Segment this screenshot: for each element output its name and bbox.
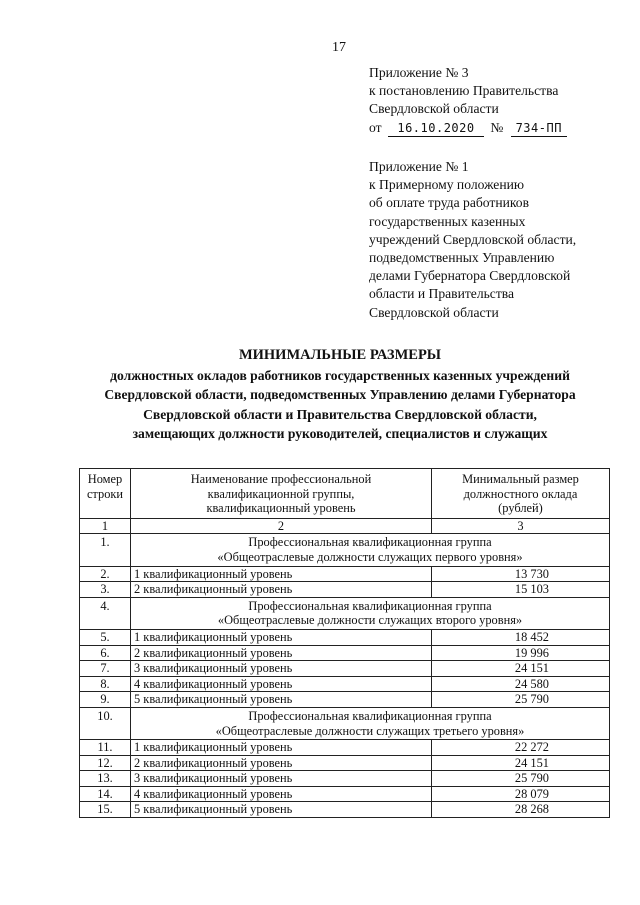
- level-name: 1 квалификационный уровень: [131, 629, 432, 645]
- level-name: 4 квалификационный уровень: [131, 786, 432, 802]
- group-row: [80, 597, 610, 629]
- row-number: 10.: [80, 707, 131, 739]
- group-name-line: Профессиональная квалификационная группа: [248, 708, 492, 723]
- row-number: 2.: [80, 566, 131, 582]
- salary-value: 25 790: [432, 771, 610, 787]
- number-prefix: №: [490, 119, 504, 135]
- column-number: 1: [80, 518, 131, 534]
- group-name-line: Профессиональная квалификационная группа: [248, 598, 492, 613]
- group-row: [80, 707, 610, 739]
- row-number: 11.: [80, 740, 131, 756]
- row-number: 7.: [80, 661, 131, 677]
- level-name: 2 квалификационный уровень: [131, 645, 432, 661]
- header-line: квалификационный уровень: [206, 501, 356, 516]
- salary-value: 22 272: [432, 740, 610, 756]
- salary-value: 28 268: [432, 802, 610, 818]
- table-row: [80, 645, 610, 661]
- table-row: [80, 676, 610, 692]
- table-row: [80, 786, 610, 802]
- appendix-1-line: государственных казенных: [369, 213, 526, 229]
- row-number: 14.: [80, 786, 131, 802]
- group-name: [131, 597, 610, 629]
- appendix-1-line: Приложение № 1: [369, 159, 469, 174]
- salary-value: 24 580: [432, 676, 610, 692]
- salary-table: [79, 468, 610, 818]
- group-name-line: «Общеотраслевые должности служащих первого уровня»: [217, 549, 523, 564]
- date-prefix: от: [369, 119, 382, 135]
- level-name: 1 квалификационный уровень: [131, 566, 432, 582]
- table-row: [80, 582, 610, 598]
- appendix-1-line: об оплате труда работников: [369, 195, 530, 211]
- appendix-3-line: Свердловской области: [369, 101, 499, 117]
- row-number: 3.: [80, 582, 131, 598]
- title-sub-line: должностных окладов работников государственных казенных учреждений: [110, 368, 570, 384]
- appendix-3-block: [369, 64, 629, 137]
- row-number: 4.: [80, 597, 131, 629]
- row-number: 13.: [80, 771, 131, 787]
- appendix-1-line: подведомственных Управлению: [369, 250, 555, 266]
- column-number: 3: [432, 518, 610, 534]
- table-row: [80, 740, 610, 756]
- header-line: Минимальный размер: [462, 472, 579, 486]
- salary-value: 25 790: [432, 692, 610, 708]
- appendix-1-line: области и Правительства: [369, 286, 515, 302]
- header-line: строки: [86, 486, 124, 501]
- title-main: МИНИМАЛЬНЫЕ РАЗМЕРЫ: [238, 347, 442, 363]
- level-name: 3 квалификационный уровень: [131, 771, 432, 787]
- table-row: [80, 755, 610, 771]
- document-title: [70, 346, 610, 443]
- group-row: [80, 534, 610, 566]
- column-number-row: [80, 518, 610, 534]
- header-salary: [432, 469, 610, 519]
- salary-value: 13 730: [432, 566, 610, 582]
- row-number: 1.: [80, 534, 131, 566]
- level-name: 2 квалификационный уровень: [131, 582, 432, 598]
- appendix-1-block: [369, 158, 629, 322]
- level-name: 1 квалификационный уровень: [131, 740, 432, 756]
- row-number: 12.: [80, 755, 131, 771]
- group-name: [131, 707, 610, 739]
- appendix-3-line: Приложение № 3: [369, 65, 469, 80]
- salary-value: 15 103: [432, 582, 610, 598]
- salary-value: 24 151: [432, 661, 610, 677]
- group-name-line: «Общеотраслевые должности служащих третьего уровня»: [215, 723, 525, 738]
- appendix-1-line: делами Губернатора Свердловской: [369, 268, 571, 284]
- row-number: 5.: [80, 629, 131, 645]
- level-name: 5 квалификационный уровень: [131, 692, 432, 708]
- appendix-1-line: к Примерному положению: [369, 177, 525, 193]
- table-row: [80, 629, 610, 645]
- appendix-1-line: учреждений Свердловской области,: [369, 231, 577, 247]
- table-header-row: [80, 469, 610, 519]
- title-sub-line: замещающих должности руководителей, специалистов и служащих: [132, 425, 548, 441]
- table-row: [80, 661, 610, 677]
- level-name: 5 квалификационный уровень: [131, 802, 432, 818]
- header-line: квалификационной группы,: [207, 486, 355, 501]
- title-sub-line: Свердловской области, подведомственных Управлению делами Губернатора: [104, 387, 576, 403]
- page-number: 17: [332, 40, 346, 55]
- level-name: 2 квалификационный уровень: [131, 755, 432, 771]
- group-name-line: «Общеотраслевые должности служащих второго уровня»: [217, 613, 523, 628]
- header-group-name: [131, 469, 432, 519]
- resolution-date-line: [369, 119, 629, 137]
- appendix-1-line: Свердловской области: [369, 304, 499, 320]
- level-name: 3 квалификационный уровень: [131, 661, 432, 677]
- table-row: [80, 692, 610, 708]
- header-line: должностного оклада: [463, 486, 578, 501]
- handwritten-number: 734-ПП: [511, 121, 567, 137]
- table-body: [80, 534, 610, 818]
- group-name: [131, 534, 610, 566]
- header-line: (рублей): [498, 501, 543, 516]
- header-row-number: [80, 469, 131, 519]
- row-number: 8.: [80, 676, 131, 692]
- level-name: 4 квалификационный уровень: [131, 676, 432, 692]
- table-row: [80, 802, 610, 818]
- row-number: 6.: [80, 645, 131, 661]
- group-name-line: Профессиональная квалификационная группа: [248, 535, 492, 550]
- table-row: [80, 771, 610, 787]
- table-row: [80, 566, 610, 582]
- salary-value: 18 452: [432, 629, 610, 645]
- row-number: 15.: [80, 802, 131, 818]
- header-line: Номер: [87, 472, 123, 486]
- row-number: 9.: [80, 692, 131, 708]
- salary-value: 19 996: [432, 645, 610, 661]
- title-sub-line: Свердловской области и Правительства Свердловской области,: [143, 406, 537, 422]
- appendix-3-line: к постановлению Правительства: [369, 83, 559, 99]
- column-number: 2: [131, 518, 432, 534]
- salary-value: 24 151: [432, 755, 610, 771]
- header-line: Наименование профессиональной: [190, 472, 372, 486]
- handwritten-date: 16.10.2020: [388, 121, 484, 137]
- salary-value: 28 079: [432, 786, 610, 802]
